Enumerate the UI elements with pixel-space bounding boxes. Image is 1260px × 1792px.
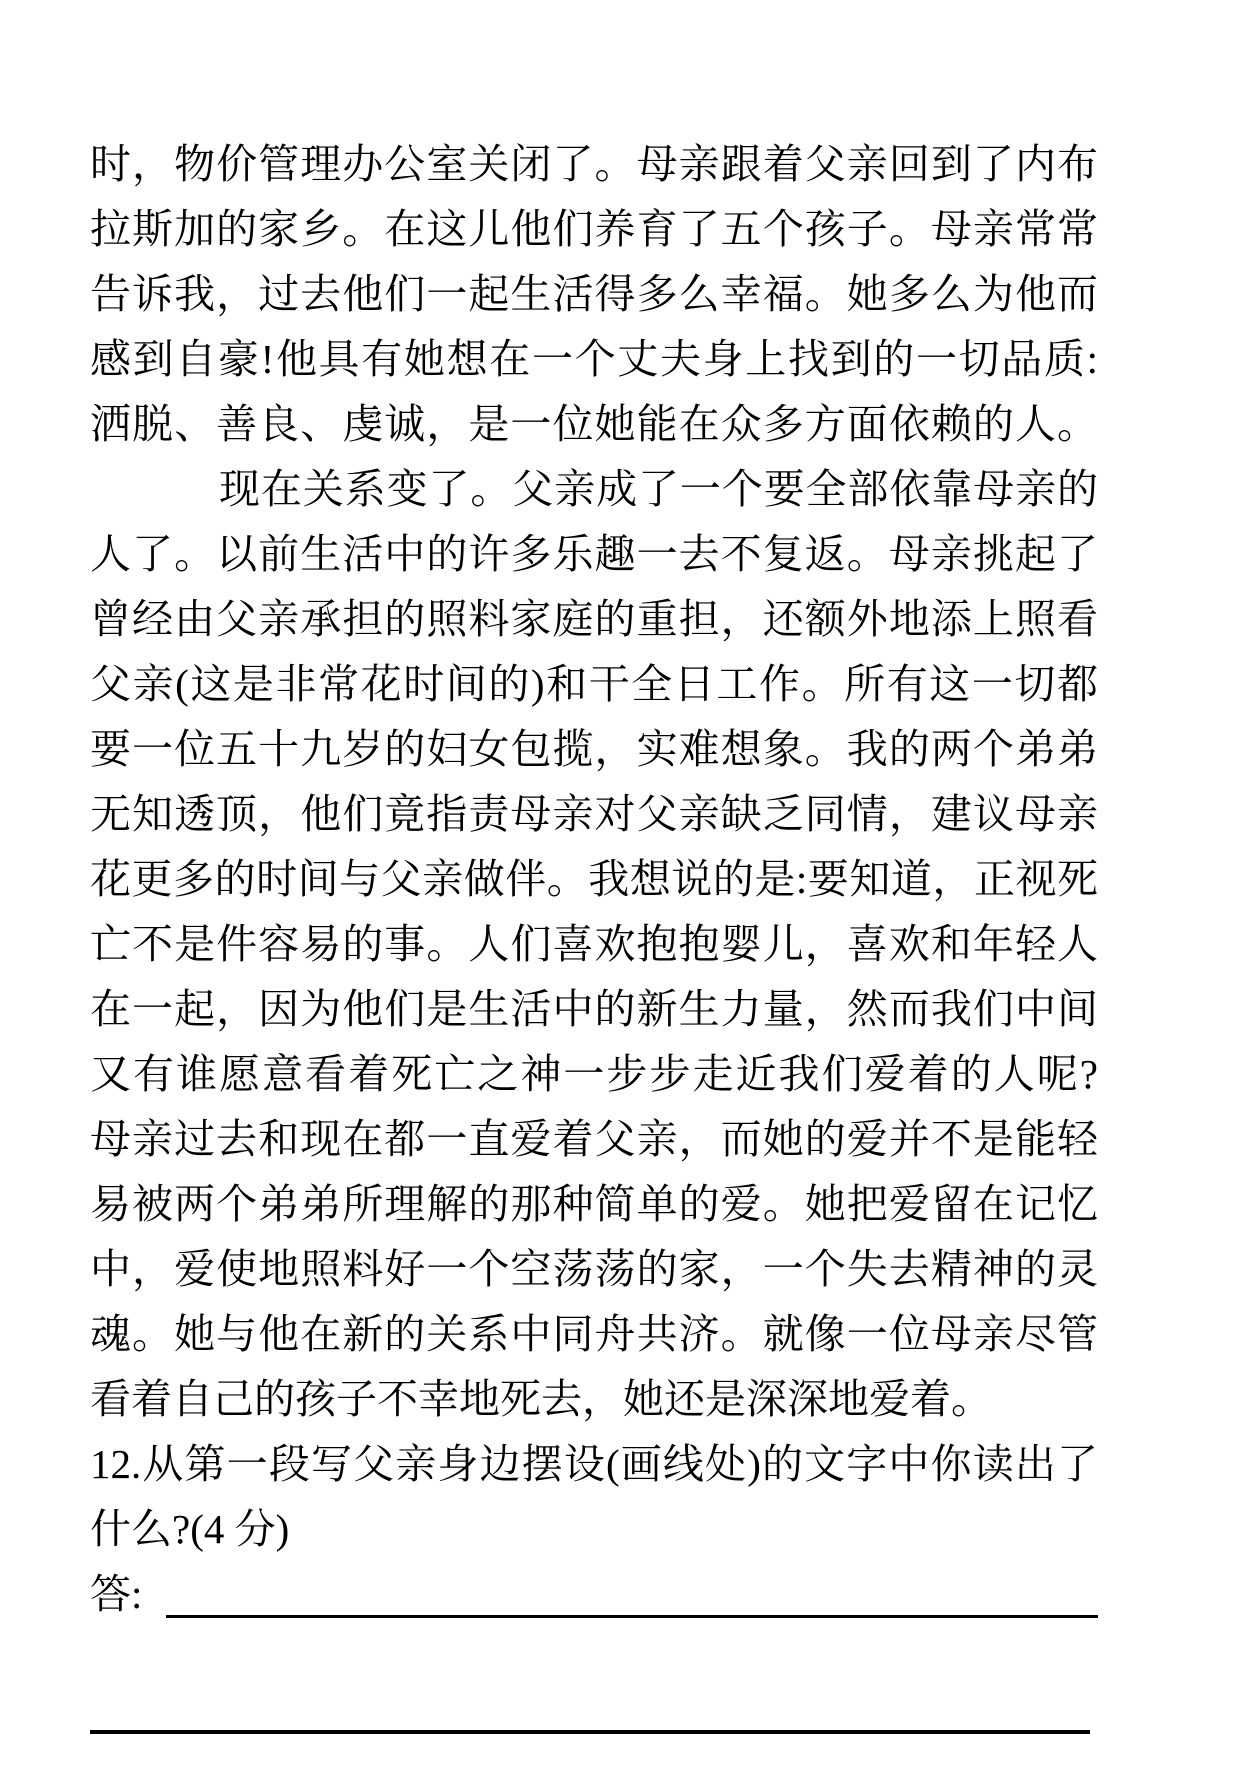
- passage-line-2: 拉斯加的家乡。在这儿他们养育了五个孩子。母亲常常: [90, 206, 1098, 252]
- passage-line-5: 洒脱、善良、虔诚，是一位她能在众多方面依赖的人。: [90, 401, 1098, 447]
- answer-blank-line: [166, 1562, 1098, 1618]
- passage-line-9: 父亲(这是非常花时间的)和干全日工作。所有这一切都: [90, 661, 1098, 707]
- passage-line-6: 现在关系变了。父亲成了一个要全部依靠母亲的: [219, 466, 1098, 512]
- question-line-2: 什么?(4 分): [90, 1506, 290, 1552]
- passage-line-11: 无知透顶，他们竟指责母亲对父亲缺乏同情，建议母亲: [90, 791, 1098, 837]
- passage-line-10: 要一位五十九岁的妇女包揽，实难想象。我的两个弟弟: [90, 726, 1098, 772]
- passage-line-14: 在一起，因为他们是生活中的新生力量，然而我们中间: [90, 986, 1098, 1032]
- passage-line-8: 曾经由父亲承担的照料家庭的重担，还额外地添上照看: [90, 596, 1098, 642]
- passage-line-20: 看着自己的孩子不幸地死去，她还是深深地爱着。: [90, 1376, 992, 1422]
- footer-rule: [90, 1730, 1090, 1734]
- passage-line-19: 魂。她与他在新的关系中同舟共济。就像一位母亲尽管: [90, 1311, 1098, 1357]
- passage-line-13: 亡不是件容易的事。人们喜欢抱抱婴儿，喜欢和年轻人: [90, 921, 1098, 967]
- answer-label: 答:: [90, 1571, 143, 1617]
- question-line-1: 12.从第一段写父亲身边摆设(画线处)的文字中你读出了: [90, 1441, 1098, 1487]
- passage-line-1: 时，物价管理办公室关闭了。母亲跟着父亲回到了内布: [90, 141, 1098, 187]
- passage-line-16: 母亲过去和现在都一直爱着父亲，而她的爱并不是能轻: [90, 1116, 1098, 1162]
- passage-line-12: 花更多的时间与父亲做伴。我想说的是:要知道，正视死: [90, 856, 1098, 902]
- answer-line: [90, 1562, 1098, 1627]
- passage-line-7: 人了。以前生活中的许多乐趣一去不复返。母亲挑起了: [90, 531, 1098, 577]
- passage-line-18: 中，爱使地照料好一个空荡荡的家，一个失去精神的灵: [90, 1246, 1098, 1292]
- text-block: [90, 132, 1098, 1627]
- passage-line-4: 感到自豪!他具有她想在一个丈夫身上找到的一切品质:: [90, 336, 1098, 382]
- passage-line-15: 又有谁愿意看着死亡之神一步步走近我们爱着的人呢?: [90, 1051, 1098, 1097]
- passage-line-3: 告诉我，过去他们一起生活得多么幸福。她多么为他而: [90, 271, 1098, 317]
- passage-line-17: 易被两个弟弟所理解的那种简单的爱。她把爱留在记忆: [90, 1181, 1098, 1227]
